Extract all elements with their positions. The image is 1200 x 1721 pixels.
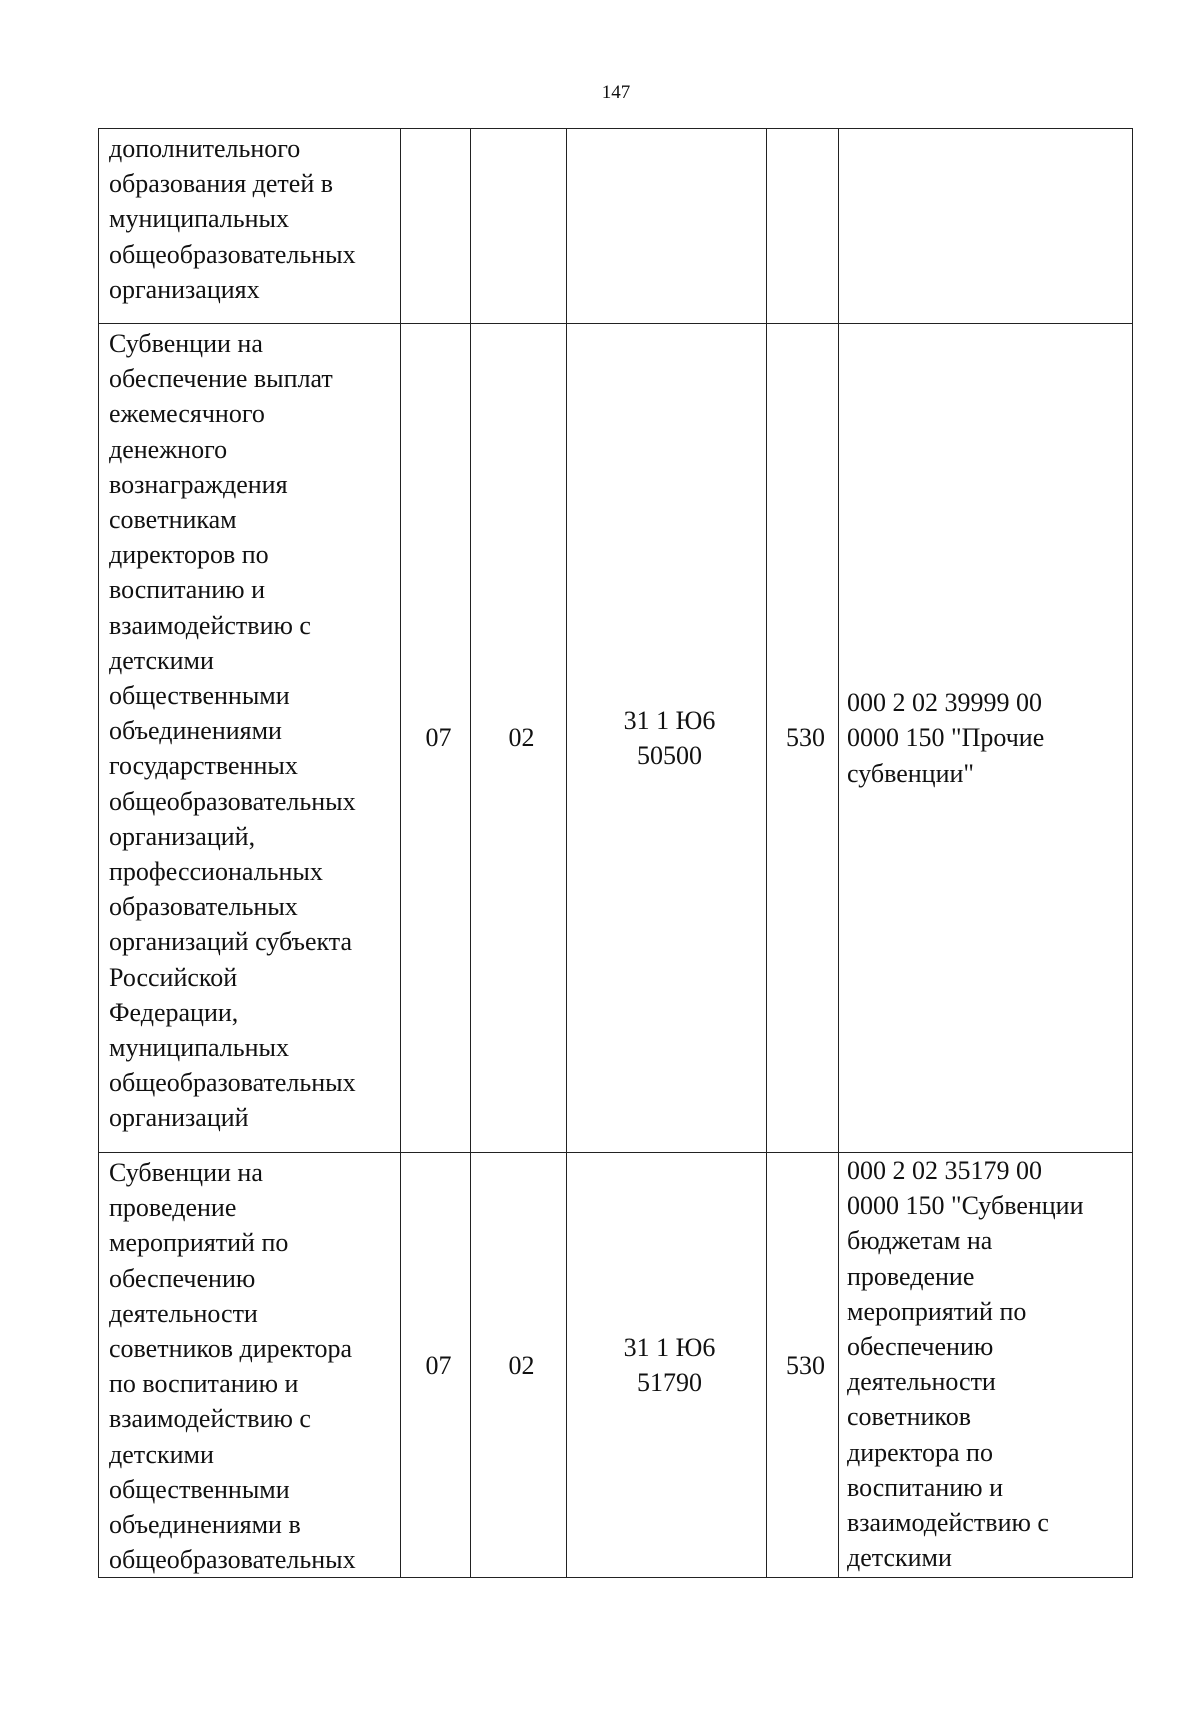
revenue-code-cell-line: обеспечению xyxy=(847,1332,994,1362)
revenue-code-cell xyxy=(839,129,1133,324)
expense-name-cell-line: обеспечение выплат xyxy=(109,364,333,394)
revenue-code-cell-line: 000 2 02 39999 00 xyxy=(847,688,1042,718)
table-row xyxy=(99,129,1133,324)
subsection-code-cell xyxy=(471,129,567,324)
expense-name-cell-line: общественными xyxy=(109,681,290,711)
subsection-code-cell: 02 xyxy=(471,324,567,1153)
expense-name-cell-line: организаций субъекта xyxy=(109,927,353,957)
expense-name-cell-line: Субвенции на xyxy=(109,1158,263,1187)
expense-name-cell-line: проведение xyxy=(109,1193,237,1223)
expense-name-cell-line: взаимодействию с xyxy=(109,610,311,640)
expense-name-cell xyxy=(99,324,401,1153)
revenue-code-cell-line: 0000 150 "Прочие xyxy=(847,723,1045,753)
target-article-cell-line: 51790 xyxy=(637,1368,702,1398)
target-article-cell-line: 50500 xyxy=(637,741,702,770)
expense-name-cell-line: мероприятий по xyxy=(109,1228,289,1258)
expense-type-cell: 530 xyxy=(767,324,839,1153)
expense-name-cell-line: детскими xyxy=(109,645,214,675)
subsection-code-cell: 02 xyxy=(471,1153,567,1578)
expense-name-cell-line: организаций xyxy=(109,1103,249,1133)
expense-name-cell-line: организаций, xyxy=(109,821,256,851)
expense-name-cell-line: объединениями xyxy=(109,716,282,746)
expense-name-cell-line: советникам xyxy=(109,505,237,535)
section-code-cell: 07 xyxy=(401,1153,471,1578)
expense-name-cell-line: вознаграждения xyxy=(109,469,288,499)
expense-name-cell-line: ежемесячного xyxy=(109,399,265,429)
target-article-cell xyxy=(567,129,767,324)
expense-type-cell: 530 xyxy=(767,1153,839,1578)
expense-name-cell-line: объединениями в xyxy=(109,1510,301,1540)
revenue-code-cell-line: 0000 150 "Субвенции xyxy=(847,1191,1084,1221)
revenue-code-cell-line: директора по xyxy=(847,1437,993,1467)
expense-name-cell-line: образования детей в xyxy=(109,169,334,199)
revenue-code-cell-line: деятельности xyxy=(847,1367,996,1397)
expense-name-cell-line: Российской xyxy=(109,962,238,992)
expense-name-cell-line: общеобразовательных xyxy=(109,1545,356,1575)
expense-name-cell-line: деятельности xyxy=(109,1298,258,1328)
expense-name-cell-line: общеобразовательных xyxy=(109,239,356,269)
expense-name-cell xyxy=(99,1153,401,1578)
expense-name-cell-line: взаимодействию с xyxy=(109,1404,311,1434)
expense-name-cell-line: Федерации, xyxy=(109,997,239,1027)
table-row xyxy=(99,1153,1133,1578)
expense-name-cell xyxy=(99,129,401,324)
expense-name-cell-line: общеобразовательных xyxy=(109,1068,356,1098)
target-article-cell-line: 31 1 Ю6 xyxy=(623,1333,716,1363)
revenue-code-cell-line: проведение xyxy=(847,1261,975,1291)
revenue-code-cell-line: советников xyxy=(847,1402,971,1432)
page-number: 147 xyxy=(601,82,631,103)
expense-name-cell-line: дополнительного xyxy=(109,134,301,163)
expense-name-cell-line: обеспечению xyxy=(109,1263,256,1293)
expense-name-cell-line: общественными xyxy=(109,1474,290,1504)
expense-name-cell-line: организациях xyxy=(109,274,260,304)
expense-name-cell-line: советников директора xyxy=(109,1334,353,1364)
section-code-cell xyxy=(401,129,471,324)
revenue-code-cell-line: субвенции" xyxy=(847,758,975,788)
expense-name-cell-line: детскими xyxy=(109,1439,214,1469)
revenue-code-cell-line: воспитанию и xyxy=(847,1472,1003,1502)
target-article-cell-line: 31 1 Ю6 xyxy=(623,705,716,735)
revenue-code-cell-line: бюджетам на xyxy=(847,1226,993,1256)
expense-name-cell-line: муниципальных xyxy=(109,1033,290,1063)
revenue-code-cell-line: мероприятий по xyxy=(847,1296,1027,1326)
expense-name-cell-line: профессиональных xyxy=(109,857,323,887)
table-row xyxy=(99,324,1133,1153)
revenue-code-cell-line: детскими xyxy=(847,1543,952,1573)
expense-name-cell-line: общеобразовательных xyxy=(109,786,356,816)
expense-name-cell-line: воспитанию и xyxy=(109,575,265,605)
expense-name-cell-line: директоров по xyxy=(109,540,269,570)
expense-name-cell-line: Субвенции на xyxy=(109,329,263,358)
budget-table xyxy=(98,128,1133,1578)
target-article-cell xyxy=(567,1153,767,1578)
revenue-code-cell xyxy=(839,1153,1133,1578)
revenue-code-cell-line: взаимодействию с xyxy=(847,1508,1049,1538)
target-article-cell xyxy=(567,324,767,1153)
expense-name-cell-line: муниципальных xyxy=(109,204,290,234)
section-code-cell: 07 xyxy=(401,324,471,1153)
revenue-code-cell xyxy=(839,324,1133,1153)
expense-name-cell-line: государственных xyxy=(109,751,298,781)
revenue-code-cell-line: 000 2 02 35179 00 xyxy=(847,1156,1042,1185)
expense-name-cell-line: образовательных xyxy=(109,892,298,922)
expense-type-cell xyxy=(767,129,839,324)
expense-name-cell-line: по воспитанию и xyxy=(109,1369,299,1399)
expense-name-cell-line: денежного xyxy=(109,434,228,464)
